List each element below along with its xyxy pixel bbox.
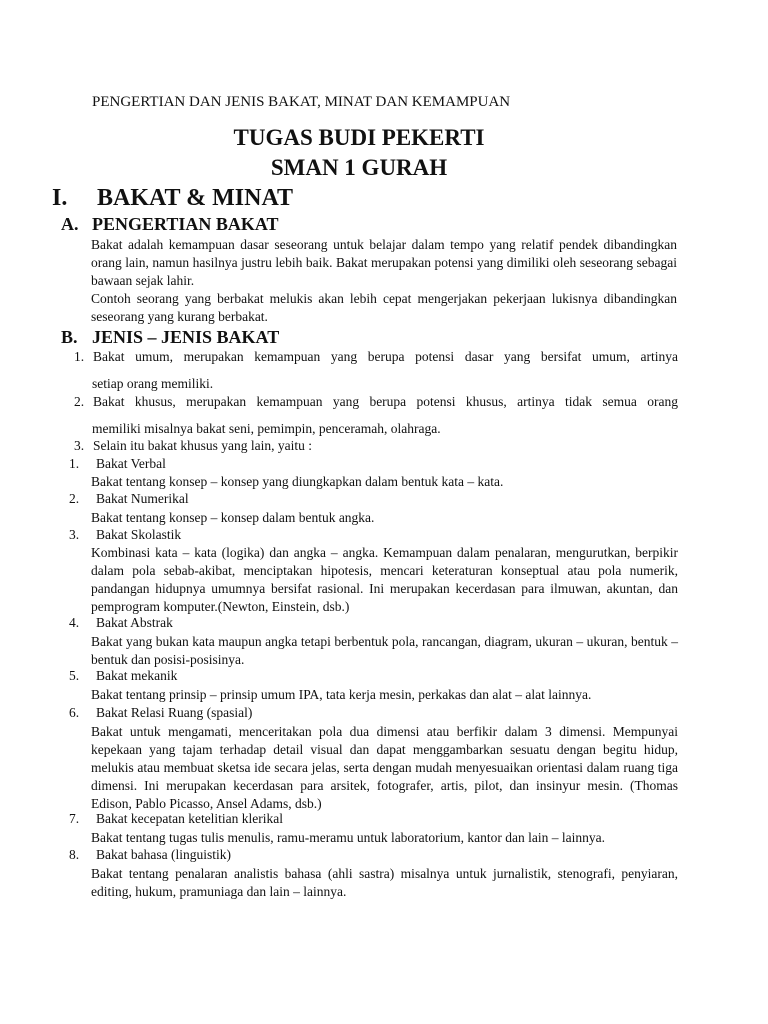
main-title-line2: SMAN 1 GURAH [270,155,448,180]
bakat-item-description: Kombinasi kata – kata (logika) dan angka – angka. Kemampuan dalam penalaran, mengurutkan, berpikir dalam pola sebab-akibat, menciptakan hipotesis, mencari keteraturan konseptual atau pola numerik, pandangan hidupnya umumnya bersifat rasional. Ini merupakan kecerdasan para ilmuwan, akuntan, dan pemprogram komputer.(Newton, Einstein, dsb.) [91,545,678,614]
subsection-b-heading: JENIS – JENIS BAKAT [92,327,280,347]
list-item-text: Bakat khusus, merupakan kemampuan yang berupa potensi khusus, artinya tidak semua orang [93,394,678,409]
bakat-item-description: Bakat tentang penalaran analistis bahasa (ahli sastra) misalnya untuk jurnalistik, stenografi, penyiaran, editing, hukum, pramuniaga dan lain – lainnya. [91,866,678,899]
bakat-item-description: Bakat yang bukan kata maupun angka tetapi berbentuk pola, rancangan, diagram, ukuran – ukuran, bentuk – bentuk dan posisi-posisinya. [91,634,678,667]
example-paragraph: Contoh seorang yang berbakat melukis akan lebih cepat mengerjakan pekerjaan lukisnya dibandingkan seseorang yang kurang berbakat. [91,291,677,324]
bakat-item-title: Bakat Relasi Ruang (spasial) [96,705,253,720]
bakat-item-number: 6. [69,705,80,720]
bakat-item-description: Bakat untuk mengamati, menceritakan pola dua dimensi atau berfikir dalam 3 dimensi. Mempunyai kepekaan yang tajam terhadap detail visual dan dapat menggambarkan sesuatu dengan begitu hidup, melukis atau membuat sketsa ide secara jelas, serta dengan mudah menyesuaikan orientasi dalam ruang tiga dimensi. Ini merupakan kecerdasan para arsitek, fotografer, artis, pilot, dan insinyur mesin. (Thomas Edison, Pablo Picasso, Ansel Adams, dsb.) [91,724,678,811]
bakat-item-title: Bakat bahasa (linguistik) [96,847,231,862]
subsection-b-letter: B. [61,327,78,347]
document-top-title: PENGERTIAN DAN JENIS BAKAT, MINAT DAN KEMAMPUAN [92,94,511,110]
bakat-item-title: Bakat Abstrak [96,615,173,630]
list-item-text: Selain itu bakat khusus yang lain, yaitu : [93,438,312,453]
bakat-item-number: 3. [69,527,80,542]
bakat-item-description: Bakat tentang prinsip – prinsip umum IPA, tata kerja mesin, perkakas dan alat – alat lainnya. [91,687,592,702]
bakat-item-description: Bakat tentang konsep – konsep dalam bentuk angka. [91,510,375,525]
section-heading: BAKAT & MINAT [97,185,294,211]
bakat-item-title: Bakat mekanik [96,668,178,683]
list-item-text-continued: setiap orang memiliki. [92,376,214,391]
bakat-item-title: Bakat Skolastik [96,527,182,542]
bakat-item-title: Bakat kecepatan ketelitian klerikal [96,811,284,826]
bakat-item-title: Bakat Verbal [96,456,166,471]
bakat-item-description: Bakat tentang konsep – konsep yang diungkapkan dalam bentuk kata – kata. [91,474,504,489]
bakat-item-number: 2. [69,491,80,506]
main-title-line1: TUGAS BUDI PEKERTI [233,125,485,150]
list-item-number: 1. [74,349,85,364]
subsection-a-heading: PENGERTIAN BAKAT [92,214,279,234]
list-item-text-continued: memiliki misalnya bakat seni, pemimpin, penceramah, olahraga. [92,421,441,436]
list-item-number: 2. [74,394,85,409]
bakat-item-number: 1. [69,456,80,471]
bakat-item-number: 8. [69,847,80,862]
section-number: I. [52,185,68,211]
definition-paragraph: Bakat adalah kemampuan dasar seseorang untuk belajar dalam tempo yang relatif pendek dibandingkan orang lain, namun hasilnya justru lebih baik. Bakat merupakan potensi yang dimiliki oleh seseorang sebagai bawaan sejak lahir. [91,237,677,288]
bakat-definition [91,236,677,326]
bakat-item-title: Bakat Numerikal [96,491,189,506]
bakat-item-number: 7. [69,811,80,826]
bakat-item-number: 4. [69,615,80,630]
list-item-number: 3. [74,438,85,453]
bakat-item-number: 5. [69,668,80,683]
subsection-a-letter: A. [61,214,79,234]
list-item-text: Bakat umum, merupakan kemampuan yang berupa potensi dasar yang bersifat umum, artinya [93,349,678,364]
bakat-item-description: Bakat tentang tugas tulis menulis, ramu-meramu untuk laboratorium, kantor dan lain – lainnya. [91,830,606,845]
